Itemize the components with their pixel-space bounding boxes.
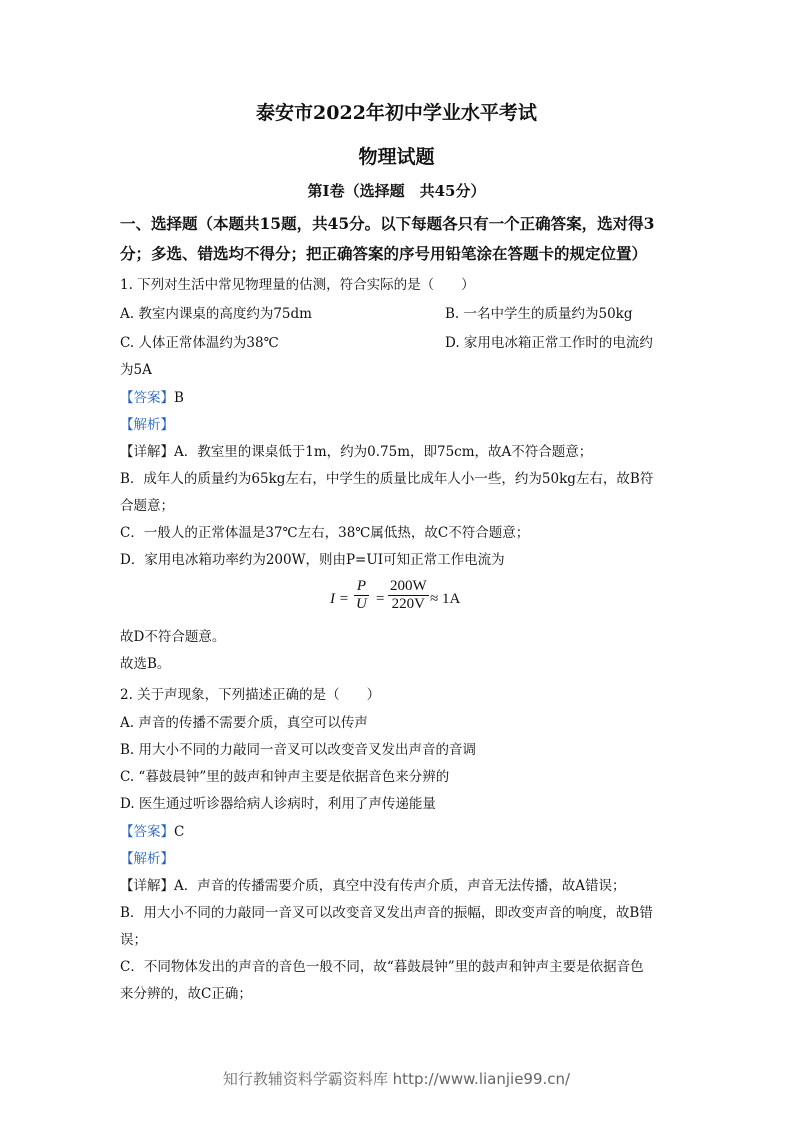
q2-analysis-tag: 【解析】 bbox=[120, 851, 174, 867]
formula-numerator-1: P bbox=[354, 578, 369, 596]
q2-option-a: A. 声音的传播不需要介质，真空可以传声 bbox=[120, 715, 368, 731]
answer-tag: 【答案】 bbox=[120, 824, 174, 840]
q1-detail-3: 合题意； bbox=[120, 498, 174, 514]
formula-numerator-2: 200W bbox=[390, 578, 427, 594]
q1-detail-4: C．一般人的正常体温是37℃左右，38℃属低热，故C不符合题意； bbox=[120, 525, 530, 541]
q2-detail-2: B．用大小不同的力敲同一音叉可以改变音叉发出声音的振幅，即改变声音的响度，故B错 bbox=[120, 905, 653, 921]
q2-detail-3: 误； bbox=[120, 932, 147, 948]
q1-detail-2: B．成年人的质量约为65kg左右，中学生的质量比成年人小一些，约为50kg左右，故B符 bbox=[120, 471, 654, 487]
q1-detail-5: D．家用电冰箱功率约为200W，则由P=UI可知正常工作电流为 bbox=[120, 552, 505, 568]
q2-detail-5: 来分辨的，故C正确； bbox=[120, 986, 252, 1002]
part-heading-line-1: 一、选择题（本题共15题，共45分。以下每题各只有一个正确答案，选对得3 bbox=[120, 214, 655, 233]
q1-option-b: B. 一名中学生的质量约为50kg bbox=[445, 306, 633, 322]
detail-tag: 【详解】 bbox=[120, 444, 174, 460]
q1-option-c: C. 人体正常体温约为38℃ bbox=[120, 335, 279, 351]
part-heading-line-2: 分；多选、错选均不得分；把正确答案的序号用铅笔涂在答题卡的规定位置） bbox=[120, 244, 648, 263]
answer-value: B bbox=[174, 390, 184, 406]
answer-tag: 【答案】 bbox=[120, 390, 174, 406]
footer-watermark: 知行教辅资料学霸资料库 http://www.lianjie99.cn/ bbox=[222, 1070, 571, 1088]
q1-analysis-tag: 【解析】 bbox=[120, 417, 174, 433]
detail-tag: 【详解】 bbox=[120, 878, 174, 894]
q1-conclusion: 故选B。 bbox=[120, 656, 171, 672]
q2-detail-4: C．不同物体发出的声音的音色一般不同，故“暮鼓晨钟”里的鼓声和钟声主要是依据音色 bbox=[120, 959, 644, 975]
page-title: 泰安市2022年初中学业水平考试 bbox=[256, 102, 537, 124]
q1-detail-1 bbox=[120, 440, 592, 460]
page-subtitle: 物理试题 bbox=[358, 146, 435, 168]
formula-lhs: I = bbox=[330, 591, 349, 607]
formula-denominator-2: 220V bbox=[391, 596, 425, 612]
q1-detail-6: 故D不符合题意。 bbox=[120, 629, 226, 645]
section-heading: 第Ⅰ卷（选择题 共45分） bbox=[307, 182, 486, 200]
formula-result: ≈ 1A bbox=[430, 591, 461, 607]
detail-text: A．教室里的课桌低于1m，约为0.75m，即75cm，故A不符合题意； bbox=[174, 444, 593, 460]
formula-denominator-1: U bbox=[356, 596, 367, 612]
formula-fraction-2 bbox=[388, 578, 429, 613]
q2-option-b: B. 用大小不同的力敲同一音叉可以改变音叉发出声音的音调 bbox=[120, 742, 477, 758]
answer-value: C bbox=[174, 824, 185, 840]
q2-option-c: C. “暮鼓晨钟”里的鼓声和钟声主要是依据音色来分辨的 bbox=[120, 769, 450, 785]
q1-option-a: A. 教室内课桌的高度约为75dm bbox=[120, 306, 312, 322]
q1-stem: 1. 下列对生活中常见物理量的估测，符合实际的是（ ） bbox=[120, 277, 475, 293]
formula-equals: = bbox=[376, 591, 385, 607]
formula-fraction-1 bbox=[354, 578, 369, 613]
q2-option-d: D. 医生通过听诊器给病人诊病时，利用了声传递能量 bbox=[120, 796, 436, 812]
power-current-formula bbox=[330, 578, 530, 628]
q1-option-d: D. 家用电冰箱正常工作时的电流约 bbox=[445, 335, 653, 351]
q2-answer bbox=[120, 820, 184, 840]
detail-text: A．声音的传播需要介质，真空中没有传声介质，声音无法传播，故A错误； bbox=[174, 878, 626, 894]
q2-stem: 2. 关于声现象，下列描述正确的是（ ） bbox=[120, 687, 381, 703]
q1-answer bbox=[120, 386, 184, 406]
q2-detail-1 bbox=[120, 874, 626, 894]
q1-option-d-cont: 为5A bbox=[120, 362, 152, 378]
